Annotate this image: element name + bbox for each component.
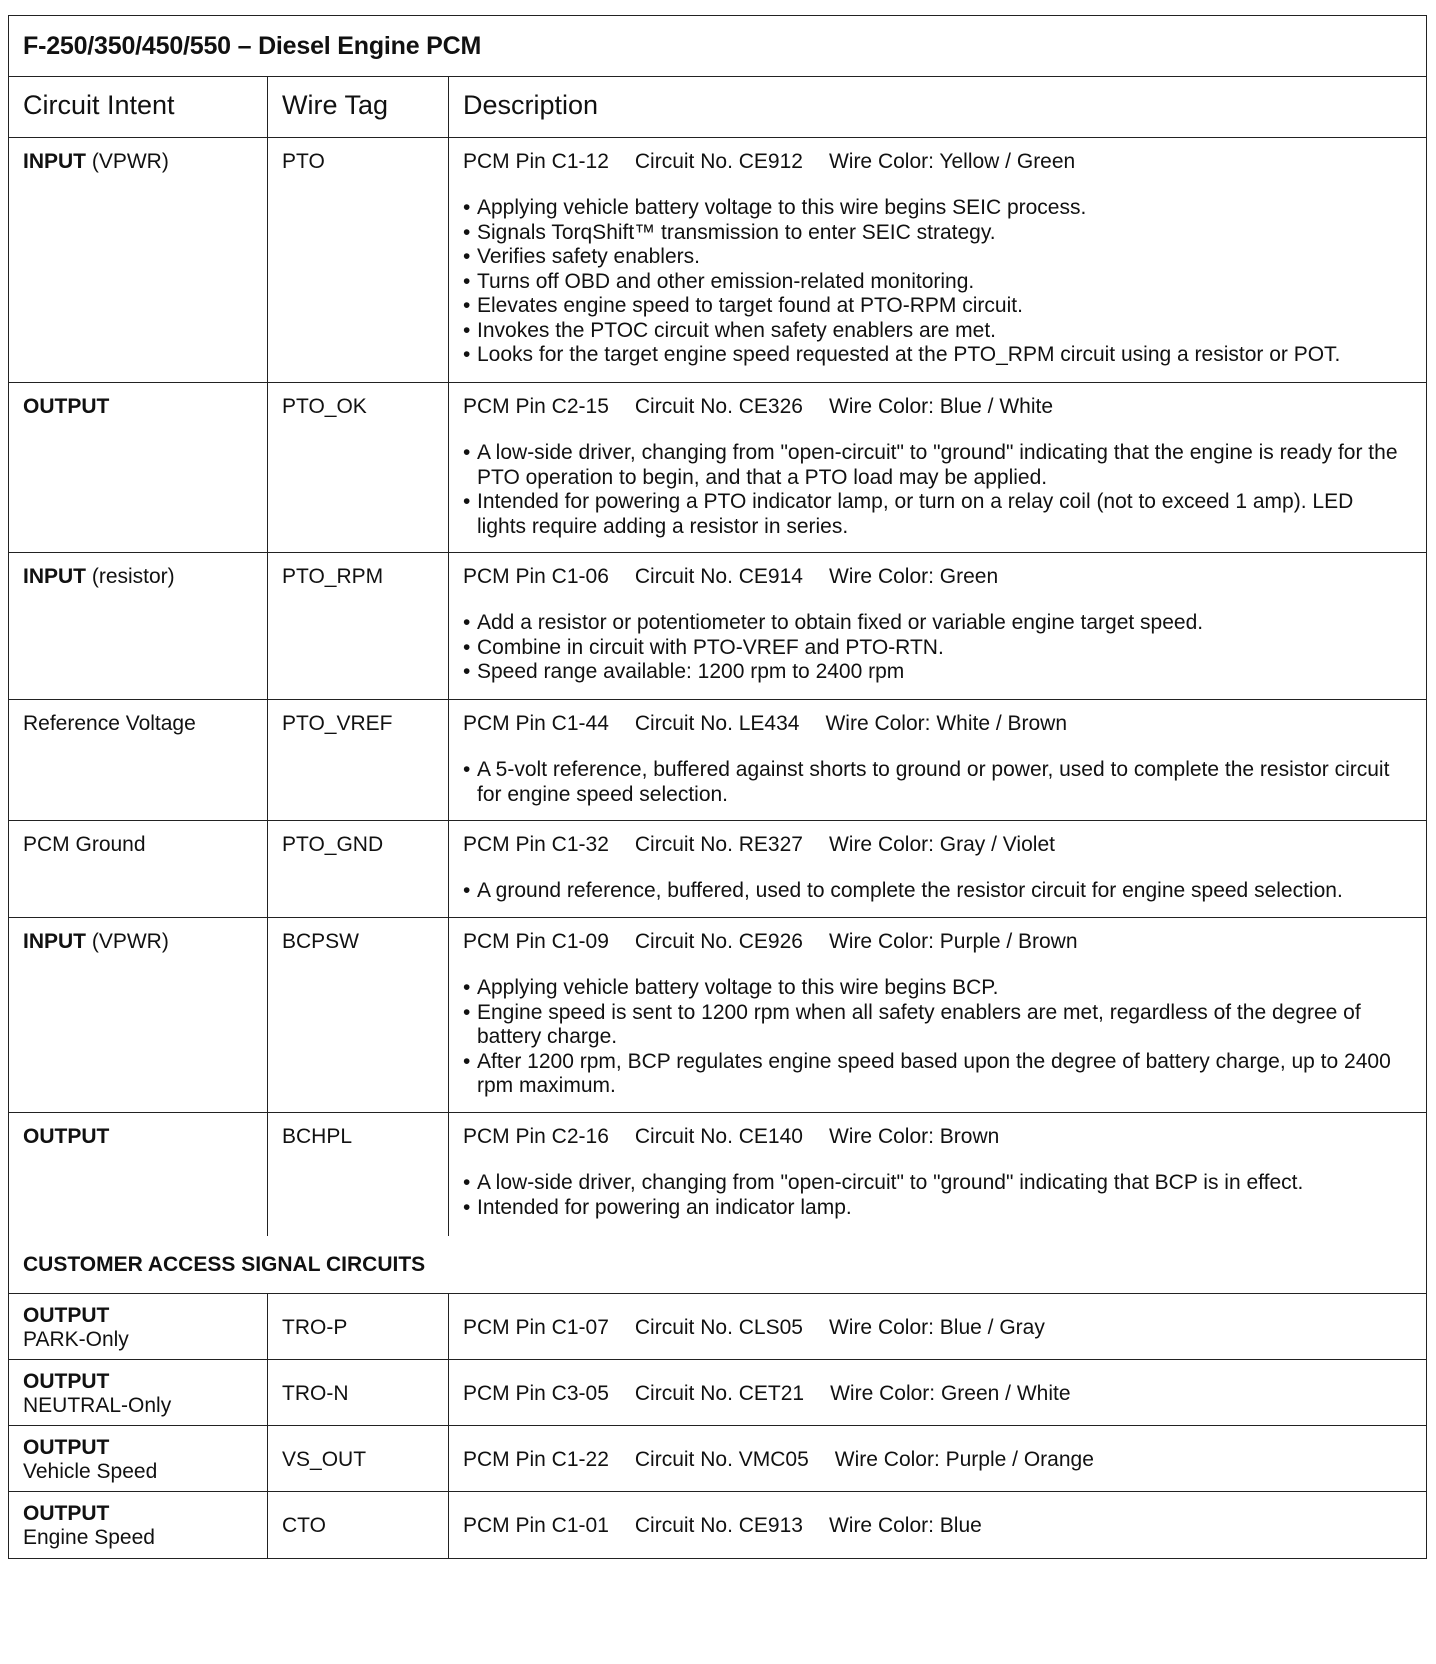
circuit-intent-cell [9,1294,268,1359]
circuit-number: Circuit No. CE913 [634,1514,803,1537]
circuit-number: Circuit No. CE912 [634,150,803,173]
description-cell [449,383,1426,552]
wire-color: Wire Color: Blue / White [828,395,1054,418]
signal-row [9,1360,1426,1426]
description-cell [449,1492,1426,1558]
intent-detail: NEUTRAL-Only [23,1394,172,1417]
section-customer-access: CUSTOMER ACCESS SIGNAL CIRCUITS [9,1236,1426,1294]
bullet-item: • A 5-volt reference, buffered against shorts to ground or power, used to complete the resistor circuit for engine speed selection. [463,758,1426,807]
description-cell [449,700,1426,820]
circuit-intent-cell [9,1426,268,1491]
pcm-pin: PCM Pin C1-07 [463,1316,609,1339]
pcm-pin: PCM Pin C3-05 [463,1382,609,1405]
wire-color: Wire Color: Green [828,565,999,588]
circuit-number: Circuit No. RE327 [634,833,803,856]
circuit-intent-cell [9,918,268,1112]
description-cell [449,553,1426,699]
circuit-number: Circuit No. VMC05 [634,1448,809,1471]
intent-type: OUTPUT [23,1502,110,1525]
wire-color: Wire Color: Yellow / Green [828,150,1076,173]
wire-tag-cell: TRO-P [268,1294,449,1359]
bullet-list [463,441,1426,539]
circuit-intent-cell [9,138,268,382]
wire-color: Wire Color: Purple / Orange [834,1448,1094,1471]
circuit-intent-cell [9,383,268,552]
header-row [9,77,1426,138]
pin-line [463,1316,1426,1340]
bullet-item: • After 1200 rpm, BCP regulates engine speed based upon the degree of battery charge, up to 2400 rpm maximum. [463,1050,1426,1099]
bullet-item: • Elevates engine speed to target found at PTO-RPM circuit. [463,294,1426,319]
pcm-pin: PCM Pin C2-15 [463,395,609,418]
circuit-intent-cell [9,553,268,699]
bullet-list [463,758,1426,807]
bullet-item: • Invokes the PTOC circuit when safety enablers are met. [463,319,1426,344]
header-description: Description [463,90,599,120]
circuit-number: Circuit No. CE914 [634,565,803,588]
intent-detail: (VPWR) [86,150,169,173]
intent-detail: PARK-Only [23,1328,129,1351]
wire-color: Wire Color: Brown [828,1125,1000,1148]
intent-type: OUTPUT [23,395,110,418]
table-row [9,138,1426,383]
description-cell [449,1113,1426,1236]
pin-line [463,1514,1426,1538]
intent-type: INPUT [23,150,86,173]
description-cell [449,138,1426,382]
bullet-item: • Signals TorqShift™ transmission to enter SEIC strategy. [463,221,1426,246]
table-row [9,553,1426,700]
wire-tag-cell: BCPSW [268,918,449,1112]
pcm-pin: PCM Pin C1-32 [463,833,609,856]
table-row [9,821,1426,918]
intent-detail: Engine Speed [23,1526,155,1549]
pcm-pin: PCM Pin C1-44 [463,712,609,735]
description-cell [449,1360,1426,1425]
wire-tag-cell: PTO [268,138,449,382]
pin-line [463,1125,1426,1149]
intent-detail: PCM Ground [23,833,146,856]
bullet-list [463,976,1426,1099]
table-row [9,700,1426,821]
bullet-item: • Speed range available: 1200 rpm to 2400 rpm [463,660,1426,685]
header-wire-tag: Wire Tag [268,77,449,137]
circuit-number: Circuit No. CET21 [634,1382,805,1405]
pin-line [463,930,1426,954]
description-cell [449,918,1426,1112]
table-title: F-250/350/450/550 – Diesel Engine PCM [9,16,1426,77]
wire-tag-cell: TRO-N [268,1360,449,1425]
wire-color: Wire Color: Gray / Violet [828,833,1055,856]
bullet-item: • Verifies safety enablers. [463,245,1426,270]
bullet-list [463,611,1426,685]
bullet-item: • Applying vehicle battery voltage to this wire begins SEIC process. [463,196,1426,221]
intent-type: INPUT [23,565,86,588]
intent-type: OUTPUT [23,1370,110,1393]
description-cell [449,1426,1426,1491]
pcm-pin: PCM Pin C1-06 [463,565,609,588]
bullet-item: • Turns off OBD and other emission-related monitoring. [463,270,1426,295]
pcm-wiring-table [8,15,1427,1559]
intent-type: INPUT [23,930,86,953]
bullet-item: • A low-side driver, changing from "open-circuit" to "ground" indicating that BCP is in effect. [463,1171,1426,1196]
pcm-pin: PCM Pin C1-22 [463,1448,609,1471]
wire-color: Wire Color: Blue [828,1514,982,1537]
signal-rows [9,1294,1426,1558]
wire-color: Wire Color: Blue / Gray [828,1316,1045,1339]
wire-color: Wire Color: Purple / Brown [828,930,1078,953]
pcm-pin: PCM Pin C1-09 [463,930,609,953]
pcm-pin: PCM Pin C2-16 [463,1125,609,1148]
bullet-item: • A ground reference, buffered, used to complete the resistor circuit for engine speed selection. [463,879,1426,904]
main-rows [9,138,1426,1236]
pin-line [463,1382,1426,1406]
pin-line [463,833,1426,857]
wire-tag-cell: PTO_RPM [268,553,449,699]
wire-tag-cell: BCHPL [268,1113,449,1236]
wire-tag-cell: VS_OUT [268,1426,449,1491]
pin-line [463,150,1426,174]
intent-type: OUTPUT [23,1436,110,1459]
signal-row [9,1294,1426,1360]
intent-detail: (VPWR) [86,930,169,953]
bullet-item: • A low-side driver, changing from "open-circuit" to "ground" indicating that the engine is ready for the PTO operation to begin, and that a PTO load may be applied. [463,441,1426,490]
bullet-list [463,196,1426,368]
intent-type: OUTPUT [23,1304,110,1327]
bullet-list [463,1171,1426,1220]
wire-color: Wire Color: White / Brown [825,712,1068,735]
circuit-intent-cell [9,821,268,917]
pin-line [463,712,1426,736]
circuit-number: Circuit No. CE140 [634,1125,803,1148]
circuit-intent-cell [9,1113,268,1236]
pcm-pin: PCM Pin C1-12 [463,150,609,173]
bullet-item: • Intended for powering a PTO indicator lamp, or turn on a relay coil (not to exceed 1 amp). LED lights require adding a resistor in series. [463,490,1426,539]
bullet-item: • Combine in circuit with PTO-VREF and PTO-RTN. [463,636,1426,661]
bullet-item: • Engine speed is sent to 1200 rpm when all safety enablers are met, regardless of the degree of battery charge. [463,1001,1426,1050]
bullet-item: • Looks for the target engine speed requested at the PTO_RPM circuit using a resistor or POT. [463,343,1426,368]
header-circuit-intent: Circuit Intent [9,77,268,137]
pcm-pin: PCM Pin C1-01 [463,1514,609,1537]
circuit-number: Circuit No. CE326 [634,395,803,418]
intent-detail: (resistor) [86,565,175,588]
bullet-item: • Applying vehicle battery voltage to this wire begins BCP. [463,976,1426,1001]
intent-detail: Vehicle Speed [23,1460,158,1483]
bullet-item: • Intended for powering an indicator lamp. [463,1196,1426,1221]
circuit-number: Circuit No. LE434 [634,712,800,735]
bullet-list [463,879,1426,904]
pin-line [463,565,1426,589]
circuit-intent-cell [9,700,268,820]
intent-detail: Reference Voltage [23,712,196,735]
wire-tag-cell: PTO_VREF [268,700,449,820]
signal-row [9,1492,1426,1558]
wire-tag-cell: CTO [268,1492,449,1558]
circuit-intent-cell [9,1360,268,1425]
intent-type: OUTPUT [23,1125,110,1148]
table-row [9,1113,1426,1236]
pin-line [463,1448,1426,1472]
pin-line [463,395,1426,419]
wire-tag-cell: PTO_OK [268,383,449,552]
description-cell [449,821,1426,917]
circuit-number: Circuit No. CE926 [634,930,803,953]
circuit-number: Circuit No. CLS05 [634,1316,803,1339]
circuit-intent-cell [9,1492,268,1558]
table-row [9,918,1426,1113]
table-row [9,383,1426,553]
bullet-item: • Add a resistor or potentiometer to obtain fixed or variable engine target speed. [463,611,1426,636]
description-cell [449,1294,1426,1359]
wire-color: Wire Color: Green / White [830,1382,1071,1405]
signal-row [9,1426,1426,1492]
wire-tag-cell: PTO_GND [268,821,449,917]
